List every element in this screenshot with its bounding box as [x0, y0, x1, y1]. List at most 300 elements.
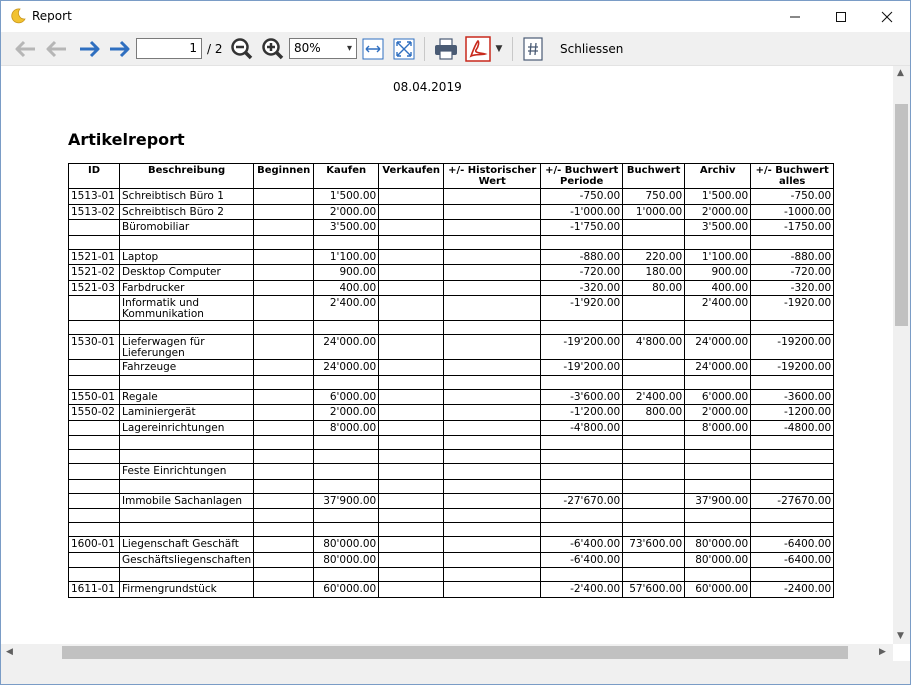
table-row — [69, 360, 834, 376]
table-row — [69, 265, 834, 281]
table-cell: Immobile Sachanlagen — [120, 493, 254, 509]
table-cell: -19'200.00 — [541, 360, 623, 376]
table-cell — [751, 235, 834, 249]
table-cell — [254, 204, 314, 220]
table-cell: 60'000.00 — [685, 582, 751, 598]
table-cell — [379, 265, 444, 281]
table-cell — [623, 360, 685, 376]
table-cell — [69, 493, 120, 509]
table-cell — [751, 509, 834, 523]
table-cell: Liegenschaft Geschäft — [120, 537, 254, 553]
table-cell — [379, 568, 444, 582]
table-cell — [69, 568, 120, 582]
table-cell — [69, 296, 120, 321]
table-cell: 1521-02 — [69, 265, 120, 281]
arrow-right-icon — [77, 39, 101, 59]
table-cell — [685, 509, 751, 523]
page-number-input[interactable]: 1 — [136, 38, 202, 59]
table-cell — [379, 523, 444, 537]
table-cell — [314, 235, 379, 249]
table-cell: Firmengrundstück — [120, 582, 254, 598]
table-cell — [69, 375, 120, 389]
table-cell: Büromobiliar — [120, 220, 254, 236]
table-cell — [379, 450, 444, 464]
table-cell: 6'000.00 — [685, 389, 751, 405]
table-row — [69, 321, 834, 335]
chevron-down-icon: ▾ — [346, 43, 352, 54]
table-header-row — [69, 164, 834, 189]
table-cell — [254, 405, 314, 421]
table-cell: -720.00 — [541, 265, 623, 281]
zoom-in-icon — [261, 37, 285, 61]
table-cell — [379, 375, 444, 389]
table-cell — [379, 493, 444, 509]
table-cell — [444, 523, 541, 537]
table-cell — [685, 523, 751, 537]
table-cell — [69, 552, 120, 568]
table-cell — [314, 568, 379, 582]
table-cell: 24'000.00 — [685, 335, 751, 360]
table-cell — [379, 479, 444, 493]
table-cell — [623, 493, 685, 509]
table-cell — [444, 375, 541, 389]
table-cell: -320.00 — [541, 280, 623, 296]
table-cell: 180.00 — [623, 265, 685, 281]
table-row — [69, 568, 834, 582]
table-cell: 24'000.00 — [685, 360, 751, 376]
table-row — [69, 479, 834, 493]
table-cell — [444, 582, 541, 598]
table-cell — [254, 321, 314, 335]
caret-down-icon: ▼ — [495, 44, 503, 54]
table-cell — [444, 405, 541, 421]
table-cell — [623, 420, 685, 436]
table-cell — [69, 420, 120, 436]
table-row — [69, 189, 834, 205]
table-cell — [444, 189, 541, 205]
table-cell: -4800.00 — [751, 420, 834, 436]
table-row — [69, 464, 834, 480]
export-dropdown-button[interactable] — [493, 36, 505, 62]
table-cell: -720.00 — [751, 265, 834, 281]
table-cell: -1200.00 — [751, 405, 834, 421]
column-header: +/- Historischer Wert — [444, 164, 541, 189]
table-cell: 2'400.00 — [685, 296, 751, 321]
toolbar — [1, 32, 910, 66]
table-cell: 1521-01 — [69, 249, 120, 265]
table-cell — [379, 552, 444, 568]
table-cell: 24'000.00 — [314, 335, 379, 360]
fit-width-button[interactable] — [362, 36, 384, 62]
table-cell: Feste Einrichtungen — [120, 464, 254, 480]
table-cell: Schreibtisch Büro 2 — [120, 204, 254, 220]
table-row — [69, 296, 834, 321]
table-cell — [751, 450, 834, 464]
page-hash-icon — [522, 37, 544, 61]
table-cell — [541, 523, 623, 537]
table-cell — [379, 420, 444, 436]
table-cell — [541, 375, 623, 389]
report-date: 08.04.2019 — [393, 80, 462, 94]
table-cell — [379, 405, 444, 421]
vertical-scroll-thumb[interactable] — [895, 104, 908, 326]
table-cell — [254, 582, 314, 598]
table-cell: Informatik und Kommunikation — [120, 296, 254, 321]
table-cell: 80.00 — [623, 280, 685, 296]
table-cell — [254, 296, 314, 321]
zoom-in-button[interactable] — [260, 36, 286, 62]
table-cell: -1750.00 — [751, 220, 834, 236]
table-cell — [254, 389, 314, 405]
table-cell — [379, 360, 444, 376]
fit-width-icon — [362, 38, 384, 60]
table-cell — [254, 360, 314, 376]
table-cell — [120, 321, 254, 335]
table-cell — [623, 436, 685, 450]
table-cell: 80'000.00 — [685, 537, 751, 553]
table-cell — [379, 436, 444, 450]
table-cell — [379, 235, 444, 249]
table-cell — [254, 265, 314, 281]
table-cell: 1550-02 — [69, 405, 120, 421]
table-cell — [444, 220, 541, 236]
table-cell: 1'000.00 — [623, 204, 685, 220]
table-row — [69, 509, 834, 523]
table-cell — [254, 568, 314, 582]
table-cell: 1521-03 — [69, 280, 120, 296]
table-cell — [254, 375, 314, 389]
table-cell — [120, 436, 254, 450]
report-title: Artikelreport — [68, 130, 185, 149]
table-cell: 1513-02 — [69, 204, 120, 220]
toolbar-separator — [512, 37, 513, 61]
minimize-icon — [789, 11, 801, 23]
table-cell: Geschäftsliegenschaften — [120, 552, 254, 568]
table-cell: -6'400.00 — [541, 537, 623, 553]
page-number-button[interactable] — [521, 36, 545, 62]
previous-page-button[interactable] — [44, 36, 70, 62]
table-cell: Laminiergerät — [120, 405, 254, 421]
table-cell — [444, 235, 541, 249]
table-row — [69, 280, 834, 296]
page-total: / 2 — [207, 42, 223, 56]
table-cell: -4'800.00 — [541, 420, 623, 436]
table-cell: 1600-01 — [69, 537, 120, 553]
table-cell — [120, 568, 254, 582]
table-cell: Regale — [120, 389, 254, 405]
table-cell: -2400.00 — [751, 582, 834, 598]
table-cell — [314, 375, 379, 389]
table-cell — [379, 189, 444, 205]
maximize-button[interactable] — [818, 1, 864, 32]
minimize-button[interactable] — [772, 1, 818, 32]
table-row — [69, 405, 834, 421]
table-cell: 2'000.00 — [685, 204, 751, 220]
table-cell: -750.00 — [541, 189, 623, 205]
table-cell — [314, 523, 379, 537]
report-table — [68, 163, 834, 598]
table-cell — [751, 436, 834, 450]
table-row — [69, 249, 834, 265]
close-icon — [881, 11, 893, 23]
table-cell: 900.00 — [685, 265, 751, 281]
table-cell — [379, 280, 444, 296]
status-bar — [1, 661, 910, 684]
table-cell — [379, 389, 444, 405]
zoom-out-button[interactable] — [229, 36, 255, 62]
table-cell — [541, 436, 623, 450]
table-cell — [254, 509, 314, 523]
table-cell — [444, 464, 541, 480]
column-header: Archiv — [685, 164, 751, 189]
table-cell: 1530-01 — [69, 335, 120, 360]
table-cell — [69, 321, 120, 335]
zoom-out-icon — [230, 37, 254, 61]
table-row — [69, 552, 834, 568]
report-viewport[interactable] — [1, 66, 893, 644]
table-cell — [379, 582, 444, 598]
table-cell: 57'600.00 — [623, 582, 685, 598]
table-cell — [444, 249, 541, 265]
first-page-button[interactable] — [13, 36, 39, 62]
table-cell — [444, 479, 541, 493]
table-cell — [254, 464, 314, 480]
table-cell — [69, 479, 120, 493]
table-cell — [120, 235, 254, 249]
table-cell — [120, 375, 254, 389]
table-cell: 2'400.00 — [623, 389, 685, 405]
table-cell — [751, 464, 834, 480]
table-cell: 1513-01 — [69, 189, 120, 205]
column-header: Beschreibung — [120, 164, 254, 189]
table-cell — [379, 509, 444, 523]
table-cell — [254, 479, 314, 493]
close-report-button[interactable]: Schliessen — [560, 42, 624, 56]
table-cell — [751, 375, 834, 389]
table-row — [69, 450, 834, 464]
horizontal-scrollbar[interactable] — [1, 644, 893, 661]
table-cell — [623, 220, 685, 236]
table-cell — [379, 537, 444, 553]
table-cell — [444, 360, 541, 376]
table-cell — [444, 450, 541, 464]
table-cell — [685, 235, 751, 249]
table-cell — [254, 280, 314, 296]
table-cell: 37'900.00 — [314, 493, 379, 509]
vertical-scrollbar[interactable] — [893, 66, 910, 644]
table-cell: Schreibtisch Büro 1 — [120, 189, 254, 205]
table-cell — [379, 321, 444, 335]
table-row — [69, 235, 834, 249]
table-cell: -6400.00 — [751, 552, 834, 568]
table-cell: Laptop — [120, 249, 254, 265]
column-header: Buchwert — [623, 164, 685, 189]
table-cell — [254, 493, 314, 509]
table-row — [69, 220, 834, 236]
column-header: ID — [69, 164, 120, 189]
table-cell: -750.00 — [751, 189, 834, 205]
scroll-right-icon[interactable]: ▶ — [879, 647, 886, 657]
table-cell — [314, 479, 379, 493]
table-cell — [69, 436, 120, 450]
table-cell — [254, 436, 314, 450]
table-cell: 1550-01 — [69, 389, 120, 405]
table-cell: 220.00 — [623, 249, 685, 265]
table-cell — [685, 568, 751, 582]
print-button[interactable] — [432, 36, 460, 62]
column-header: +/- Buchwert alles — [751, 164, 834, 189]
table-cell: -1'000.00 — [541, 204, 623, 220]
table-cell — [685, 464, 751, 480]
table-cell — [254, 420, 314, 436]
table-cell — [541, 464, 623, 480]
table-cell: 1'100.00 — [314, 249, 379, 265]
arrow-left-icon — [45, 39, 69, 59]
table-cell: 900.00 — [314, 265, 379, 281]
table-cell: 8'000.00 — [685, 420, 751, 436]
table-cell: 8'000.00 — [314, 420, 379, 436]
table-row — [69, 375, 834, 389]
table-cell — [751, 523, 834, 537]
fit-page-button[interactable] — [393, 36, 415, 62]
table-cell — [314, 450, 379, 464]
table-cell — [623, 464, 685, 480]
table-row — [69, 436, 834, 450]
table-cell — [751, 321, 834, 335]
table-cell — [379, 335, 444, 360]
table-cell — [444, 321, 541, 335]
table-cell — [751, 568, 834, 582]
table-cell — [254, 552, 314, 568]
table-cell: Farbdrucker — [120, 280, 254, 296]
table-cell: -1920.00 — [751, 296, 834, 321]
last-page-button[interactable] — [106, 36, 132, 62]
table-cell: -3600.00 — [751, 389, 834, 405]
table-cell — [314, 464, 379, 480]
table-cell: Desktop Computer — [120, 265, 254, 281]
table-cell — [541, 450, 623, 464]
table-cell — [69, 220, 120, 236]
title-bar[interactable] — [1, 1, 910, 32]
scroll-up-icon[interactable]: ▲ — [897, 68, 904, 78]
moon-icon — [10, 8, 26, 24]
table-cell: 80'000.00 — [314, 552, 379, 568]
table-cell: -27'670.00 — [541, 493, 623, 509]
table-cell — [444, 537, 541, 553]
table-cell: 2'000.00 — [314, 204, 379, 220]
printer-icon — [433, 37, 459, 61]
column-header: Verkaufen — [379, 164, 444, 189]
table-cell: Lieferwagen für Lieferungen — [120, 335, 254, 360]
table-cell — [541, 568, 623, 582]
table-cell: 60'000.00 — [314, 582, 379, 598]
table-cell — [379, 464, 444, 480]
table-cell — [444, 265, 541, 281]
table-cell — [379, 296, 444, 321]
table-cell — [685, 321, 751, 335]
table-cell — [444, 296, 541, 321]
table-cell — [685, 436, 751, 450]
table-cell: 1'100.00 — [685, 249, 751, 265]
table-cell — [120, 450, 254, 464]
table-cell: 37'900.00 — [685, 493, 751, 509]
table-cell: 24'000.00 — [314, 360, 379, 376]
table-cell: -1000.00 — [751, 204, 834, 220]
table-cell: -6400.00 — [751, 537, 834, 553]
table-cell — [254, 189, 314, 205]
table-cell — [623, 450, 685, 464]
table-cell — [69, 235, 120, 249]
table-cell: 400.00 — [685, 280, 751, 296]
table-cell: 80'000.00 — [685, 552, 751, 568]
zoom-value: 80% — [294, 41, 321, 55]
first-page-icon — [14, 39, 38, 59]
table-cell: 800.00 — [623, 405, 685, 421]
scroll-down-icon[interactable]: ▼ — [897, 631, 904, 641]
table-cell — [379, 249, 444, 265]
scroll-left-icon[interactable]: ◀ — [6, 647, 13, 657]
table-cell — [254, 235, 314, 249]
table-cell — [69, 464, 120, 480]
table-cell: 80'000.00 — [314, 537, 379, 553]
horizontal-scroll-thumb[interactable] — [62, 646, 848, 659]
table-cell — [120, 523, 254, 537]
table-cell — [69, 523, 120, 537]
table-cell — [623, 479, 685, 493]
table-cell — [541, 235, 623, 249]
next-page-button[interactable] — [76, 36, 102, 62]
table-cell — [623, 523, 685, 537]
table-cell: -19'200.00 — [541, 335, 623, 360]
table-cell: 73'600.00 — [623, 537, 685, 553]
table-cell — [444, 493, 541, 509]
table-cell: -1'200.00 — [541, 405, 623, 421]
table-cell — [623, 375, 685, 389]
table-cell: 4'800.00 — [623, 335, 685, 360]
table-cell: 400.00 — [314, 280, 379, 296]
table-cell — [444, 335, 541, 360]
table-row — [69, 537, 834, 553]
table-row — [69, 493, 834, 509]
column-header: +/- Buchwert Periode — [541, 164, 623, 189]
table-row — [69, 204, 834, 220]
zoom-select[interactable] — [289, 38, 357, 59]
table-cell: -27670.00 — [751, 493, 834, 509]
table-cell — [685, 375, 751, 389]
table-cell — [120, 509, 254, 523]
table-cell — [444, 280, 541, 296]
table-cell: 2'400.00 — [314, 296, 379, 321]
table-row — [69, 389, 834, 405]
maximize-icon — [835, 11, 847, 23]
table-cell — [254, 220, 314, 236]
last-page-icon — [107, 39, 131, 59]
table-cell — [623, 552, 685, 568]
table-cell: -1'750.00 — [541, 220, 623, 236]
toolbar-separator — [424, 37, 425, 61]
table-row — [69, 523, 834, 537]
table-cell — [254, 335, 314, 360]
table-cell: 750.00 — [623, 189, 685, 205]
column-header: Kaufen — [314, 164, 379, 189]
close-button[interactable] — [864, 1, 910, 32]
table-cell — [444, 509, 541, 523]
table-cell — [314, 509, 379, 523]
table-cell — [685, 450, 751, 464]
table-cell — [314, 436, 379, 450]
export-pdf-button[interactable] — [464, 36, 492, 62]
table-cell — [314, 321, 379, 335]
